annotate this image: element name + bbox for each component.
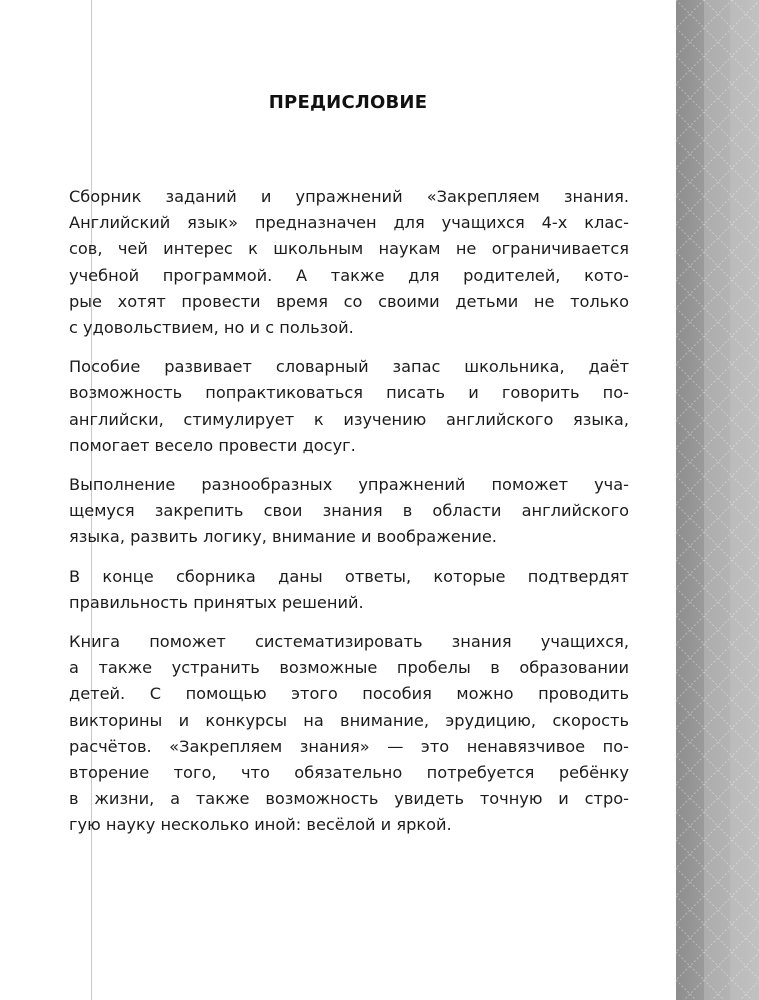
text-line: Книга поможет систематизировать знания учащихся, [69, 632, 629, 652]
text-line: с удовольствием, но и с пользой. [69, 318, 354, 338]
text-line: Сборник заданий и упражнений «Закрепляем знания. [69, 187, 629, 206]
paragraph [69, 354, 629, 459]
text-line: викторины и конкурсы на внимание, эрудицию, скорость [69, 710, 629, 730]
text-line: рые хотят провести время со своими детьми не только [69, 291, 629, 311]
text-line: Английский язык» предназначен для учащихся 4-х клас- [69, 213, 629, 233]
page-title: ПРЕДИСЛОВИЕ [268, 92, 428, 114]
text-line: английски, стимулирует к изучению английского языка, [69, 409, 629, 429]
text-line: В конце сборника даны ответы, которые подтвердят [69, 566, 629, 586]
text-line: расчётов. «Закрепляем знания» — это ненавязчивое по- [69, 736, 629, 756]
text-line: Выполнение разнообразных упражнений поможет уча- [69, 475, 629, 495]
text-line: сов, чей интерес к школьным наукам не ограничивается [69, 239, 629, 259]
text-line: правильность принятых решений. [69, 592, 364, 612]
diagonal-pattern-icon [676, 0, 759, 1000]
text-line: возможность попрактиковаться писать и говорить по- [69, 383, 629, 403]
text-line: гую науку несколько иной: весёлой и яркой. [69, 815, 452, 835]
paragraph [69, 564, 629, 616]
text-line: детей. С помощью этого пособия можно проводить [69, 684, 629, 704]
preface-body [69, 184, 629, 852]
decorative-side-strip [676, 0, 759, 1000]
text-line: языка, развить логику, внимание и воображение. [69, 527, 497, 547]
paragraph [69, 629, 629, 839]
text-line: Пособие развивает словарный запас школьника, даёт [69, 357, 629, 377]
text-line: щемуся закрепить свои знания в области английского [69, 501, 629, 521]
text-line: в жизни, а также возможность увидеть точную и стро- [69, 789, 629, 809]
text-line: учебной программой. А также для родителей, кото- [69, 265, 629, 285]
text-line: вторение того, что обязательно потребуется ребёнку [69, 763, 629, 783]
paragraph [69, 184, 629, 341]
text-line: помогает весело провести досуг. [69, 435, 356, 455]
paragraph [69, 472, 629, 551]
text-line: а также устранить возможные пробелы в образовании [69, 658, 629, 678]
